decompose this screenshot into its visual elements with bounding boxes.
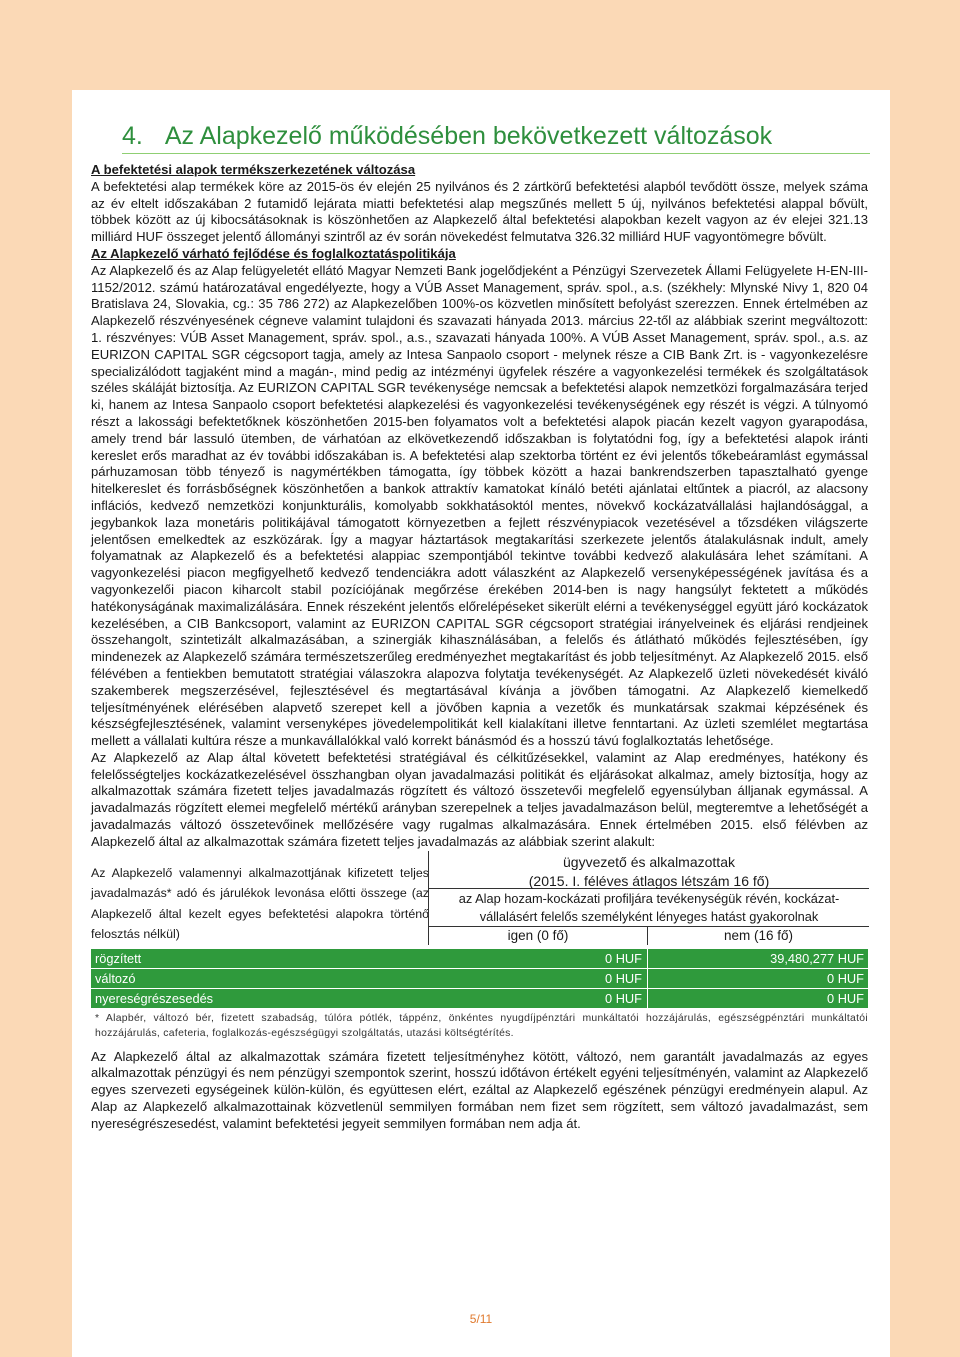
section1-body: A befektetési alap termékek köre az 2015-ös év elején 25 nyilvános és 2 zártkörű befektetési alapból tevődött össze, melyek száma az év eltelt időszakában 2 futamidő lejárata miatti befektetési alap megszűnés mellett 5 új, nyilvános befektetési alappal bővült, többek között az új kibocsátásoknak is köszönhetően az Alapkezelő által befektetési alapokban kezelt vagyon az év elejei 321.13 milliárd HUF összeget jelentő állományi szintről az év során növekedést felmutatva 326.32 milliárd HUF vagyontömegre bővült. (91, 178, 868, 245)
header-mid-line1: az Alap hozam-kockázati profiljára tevékenységük révén, kockázat- (458, 890, 840, 906)
table-row (91, 949, 868, 968)
header-group-mid (429, 889, 869, 927)
header-top-line2: (2015. I. féléves átlagos létszám 16 fő) (528, 872, 770, 889)
row-value-no: 39,480,277 HUF (647, 949, 868, 968)
header-top-line1: ügyvezető és alkalmazottak (563, 853, 735, 870)
header-group-top (429, 851, 869, 889)
row-value-yes: 0 HUF (605, 950, 642, 966)
table-header (428, 851, 868, 945)
heading-title: Az Alapkezelő működésében bekövetkezett változások (164, 122, 773, 150)
row-value-yes: 0 HUF (605, 990, 642, 1006)
row-value-yes: 0 HUF (605, 970, 642, 986)
section-heading (122, 122, 870, 154)
closing-paragraph: Az Alapkezelő által az alkalmazottak számára fizetett teljesítményhez kötött, változó, nem garantált javadalmazás az egyes alkalmazottak pénzügyi és nem pénzügyi szempontok szerint, hosszú időtávon értékelt egyéni teljesítményén, valamint az Alapkezelő egyes szervezeti egységeinek külön-külön, és együttesen elért, ezáltal az Alapkezelő egészének pénzügyi eredményein alapul. Az Alap az Alapkezelő alkalmazottainak közvetlenül semmilyen formában nem fizet sem rögzített, sem változó javadalmazást, sem nyereségrészesedést, valamint befektetési jegyeit semmilyen formában nem adja át. (91, 1048, 868, 1131)
table-body (91, 949, 868, 1009)
section2-body2: Az Alapkezelő az Alap által követett befektetési stratégiával és célkitűzésekkel, valamint az Alap eredményes, hatékony és felelősségteljes kockázatkezelésével összhangban olyan javadalmazási politikát és eljárásokat alkalmaz, amely biztosítja, hogy az alkalmazottak számára fizetett teljes javadalmazás rögzített és változó összetevői megfelelő egyensúlyban álljanak egymással. A javadalmazás rögzített elemei megfelelő mértékű arányban szerepelnek a teljes javadalmazáson belül, megteremtve a lehetőségét a javadalmazás változó összetevőinek mellőzésére vagy rugalmas alkalmazására. Ennek értelmében 2015. első félévben az Alapkezelő által az alkalmazottak számára fizetett teljes javadalmazás az alábbiak szerint alakult: (91, 749, 868, 849)
header-columns (429, 927, 869, 945)
table-row-header-text: Az Alapkezelő valamennyi alkalmazottjának kifizetett teljes javadalmazás* adó és járulékok levonása előtti összege (az Alapkezelő által kezelt egyes befektetési alapokra történő felosztás nélkül) (91, 865, 429, 942)
compensation-table (91, 851, 868, 1007)
document-body (91, 162, 868, 1133)
column-header-yes: igen (0 fő) (507, 927, 569, 943)
section2-title: Az Alapkezelő várható fejlődése és foglalkoztatáspolitikája (91, 245, 456, 261)
document-page (72, 90, 890, 1357)
row-label: nyereségrészesedés (91, 989, 647, 1008)
row-value-no: 0 HUF (647, 969, 868, 988)
header-mid-line2: vállalásért felelős személyként lényeges hatást gyakorolnak (479, 908, 819, 924)
section2-body: Az Alapkezelő és az Alap felügyeletét ellátó Magyar Nemzeti Bank jogelődjeként a Pénzügyi Szervezetek Állami Felügyelete H-EN-III-1152/2012. számú határozatával engedélyezte, hogy a VÚB Asset Management, správ. spol., a.s. (székhely: Mlynské Nivy 1, 820 04 Bratislava 24, Slovakia, cg.: 35 786 272) az Alapkezelőben 100%-os közvetlen minősített befolyást szerezzen. Ennek értelmében az Alapkezelő részvényesének cégneve valamint tulajdoni és szavazati hányada 2013. március 22-től az alábbiak szerint megváltozott: 1. részvényes: VÚB Asset Management, správ. spol., a.s., szavazati hányada 100%. A VÚB Asset Management, správ. spol., a.s. az EURIZON CAPITAL SGR cégcsoport tagja, amely az Intesa Sanpaolo csoport - melynek része a CIB Bank Zrt. is - vagyonkezelésre specializálódott tagjaként mind a magán-, mind pedig az intézményi ügyfelek részére a vagyonkezelési termékek és szolgáltatások széles skáláját biztosítja. Az EURIZON CAPITAL SGR tevékenysége nemcsak a befektetési alapok nemzetközi forgalmazására terjed ki, hanem az Intesa Sanpaolo csoport befektetési alapkezelési és vagyonkezelési tevékenységének egy részét is végzi. A túlnyomó részt a lakossági befektetőknek köszönhetően 2015-ben folyamatos volt a befektetési alapok piacán kezelt vagyon gyarapodása, amely trend bár lassuló ütemben, de várhatóan az elkövetkezendő időszakban is folytatódni fog, így a befektetési alapok iránti kereslet erős maradhat az év további időszakában is. A befektetési alap szektorba történt ez évi jelentős tőkebeáramlást egymással párhuzamosan több tényező is nagymértékben támogatta, így többek között a hazai bankrendszerben tapasztalható gyenge hitelkereslet és forrásbőségnek köszönhetően a bankok attraktív kamatokat kínáló betéti ajánlatai eltűntek a piacról, az alacsony inflációs, kedvező nemzetközi konjunkturális, komolyabb sokkhatásoktól mentes, növekvő kockázatvállalási hajlandósággal, a jegybankok laza monetáris politikájával támogatott környezetben a fejlett részvénypiacok vezetésével a tőzsdéken világszerte jelentősen emelkedtek az eszközárak. Így a magyar háztartások megtakarítási szerkezete jelentős átalakulásnak indult, amely folyamatnak az Alapkezelő és a befektetési alappiac szempontjából tekintve további kedvező alakulására lehet számítani. A vagyonkezelési piacon megfigyelhető kedvező tendenciákra adott válaszként az Alapkezelő versenyképességének javítása és a vagyonkezelői piacon kiharcolt stabil pozíciójának megőrzése érekében 2014-ben is nagy hangsúlyt fektetett a működés hatékonyságának maximalizálására. Ennek részeként jelentős előrelépéseket sikerült elérni a tevékenységgel együtt járó kockázatok kezelésében, a CIB Bankcsoport, valamint az EURIZON CAPITAL SGR cégcsoport stratégiai irányelveinek és eljárási rendjeinek összehangolt, szintetizált alkalmazásában, a szinergiák kihasználásában, a felelős és átlátható működés fejlesztésében, így mindenezek az Alapkezelő számára természetszerűleg eredményezhet megtakarítást és jobb teljesítményt. Az Alapkezelő 2015. első félévében a fentiekben bemutatott stratégiai válaszokra alapozva folytatja tevékenységét. Az Alapkezelő üzleti növekedését kiváló szakemberek megszerzésével, fejlesztésével és megtartásával kívánja a jövőben támogatni. Az Alapkezelő kiemelkedő teljesítményének elérésében alapvető szerepet kell a jövőben kapnia a vezetők és munkatársak szakmai képzésének és készségfejlesztésének, valamint versenyképes jövedelempolitikát kell kialakítani illetve fenntartani. Az üzleti szemlélet megtartása mellett a vállalati kultúra része a munkavállalókkal való korrekt bánásmód és a hosszú távú foglalkoztatás lehetősége. (91, 262, 868, 749)
table-row (91, 969, 868, 988)
section1-title: A befektetési alapok termékszerkezetének változása (91, 162, 416, 177)
page-number: 5/11 (469, 1312, 493, 1326)
row-value-no: 0 HUF (647, 989, 868, 1008)
table-footnote: * Alapbér, változó bér, fizetett szabadság, túlóra pótlék, táppénz, önkéntes nyugdíjpénztári munkáltatói hozzájárulás, egészségpénztári munkáltatói hozzájárulás, cafeteria, foglalkozás-egészségügyi szolgáltatás, utazási költségtérítés. (95, 1012, 868, 1039)
table-row (91, 989, 868, 1008)
column-header-no: nem (16 fő) (647, 927, 869, 945)
row-label: változó (91, 969, 647, 988)
row-label: rögzített (91, 949, 647, 968)
heading-number: 4. (122, 122, 143, 150)
